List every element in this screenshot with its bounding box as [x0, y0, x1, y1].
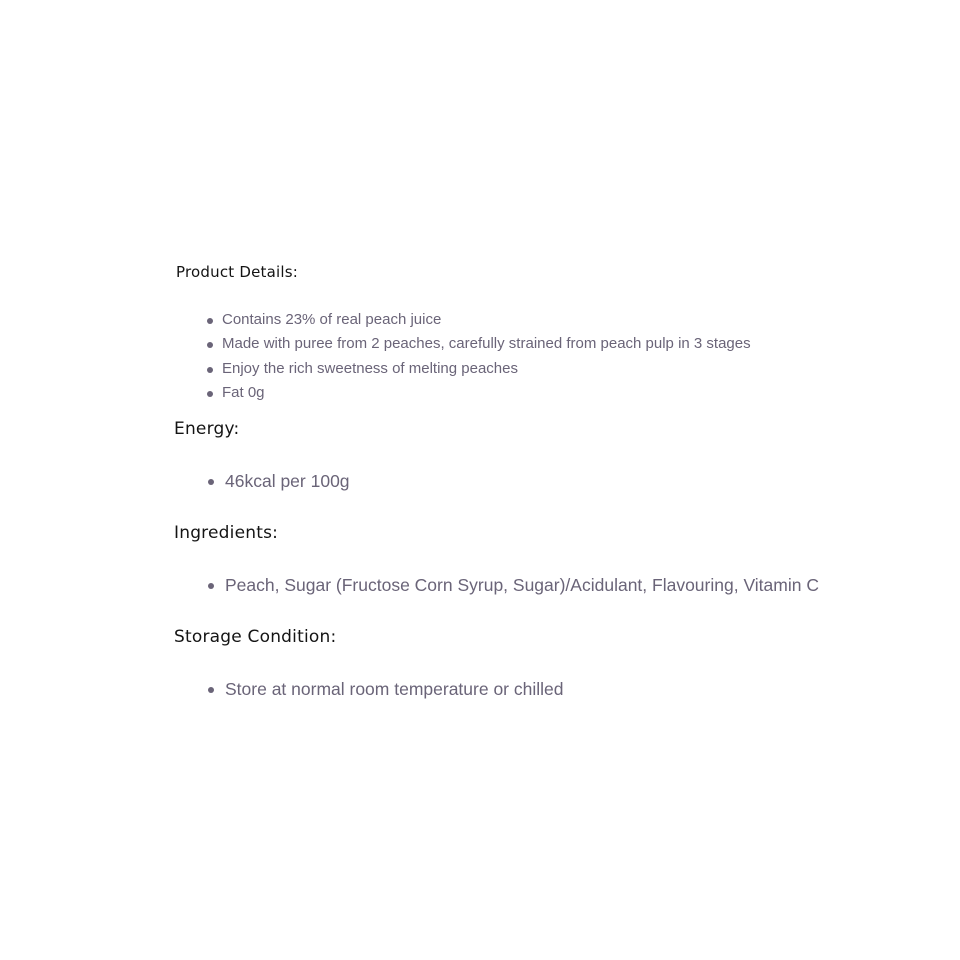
list-item: [174, 573, 894, 597]
list-item: [222, 308, 894, 332]
ingredients-heading: Ingredients:: [174, 523, 279, 544]
list-item-text: Made with puree from 2 peaches, carefully strained from peach pulp in 3 stages: [222, 335, 751, 353]
bullet-icon: [207, 391, 213, 397]
bullet-icon: [207, 342, 213, 348]
list-item-text: 46kcal per 100g: [225, 471, 350, 492]
list-item: [222, 381, 894, 405]
bullet-icon: [208, 687, 214, 693]
storage-condition-list: [174, 677, 894, 701]
list-item: [222, 357, 894, 381]
bullet-icon: [207, 367, 213, 373]
energy-heading: Energy:: [174, 419, 240, 440]
list-item: [174, 469, 894, 493]
list-item: [222, 332, 894, 356]
ingredients-list: [174, 573, 894, 597]
product-info: [174, 262, 894, 701]
bullet-icon: [208, 583, 214, 589]
product-details-list: [174, 308, 894, 405]
list-item-text: Fat 0g: [222, 383, 265, 401]
list-item: [174, 677, 894, 701]
list-item-text: Peach, Sugar (Fructose Corn Syrup, Sugar)/Acidulant, Flavouring, Vitamin C: [225, 575, 819, 596]
energy-list: [174, 469, 894, 493]
list-item-text: Store at normal room temperature or chilled: [225, 679, 564, 700]
list-item-text: Contains 23% of real peach juice: [222, 311, 442, 328]
bullet-icon: [208, 479, 214, 485]
list-item-text: Enjoy the rich sweetness of melting peaches: [222, 359, 518, 377]
storage-condition-heading: Storage Condition:: [174, 627, 337, 648]
bullet-icon: [207, 318, 213, 324]
product-details-heading: Product Details:: [176, 263, 298, 281]
